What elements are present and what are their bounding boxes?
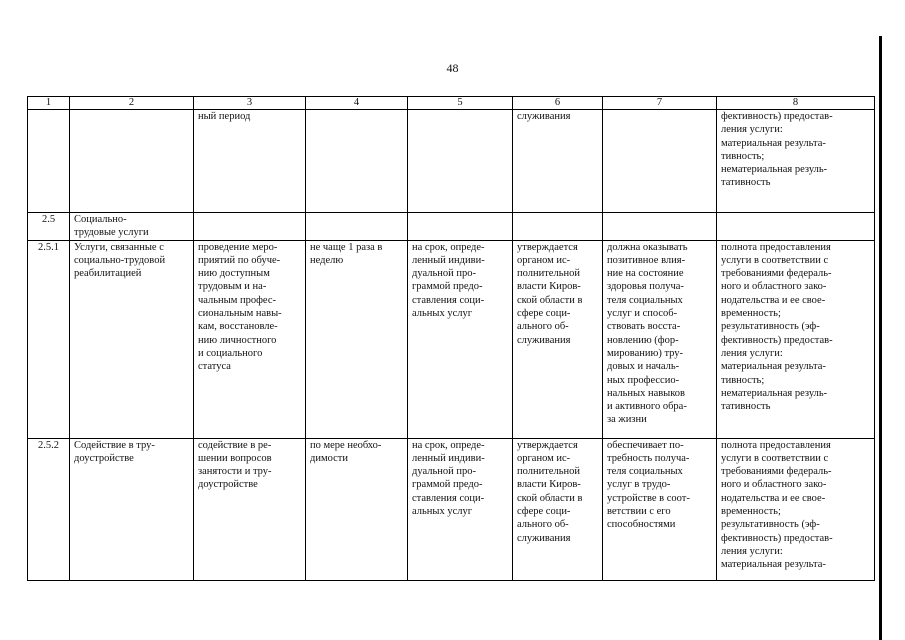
table-cell: по мере необхо- димости: [306, 438, 408, 580]
table-cell: 2.5.1: [28, 240, 70, 438]
table-row-2-5-2: [28, 438, 875, 580]
table-cell: на срок, опреде- ленный индиви- дуальной про- граммой предо- ставления соци- альных услуг: [408, 240, 513, 438]
column-header: 4: [306, 97, 408, 110]
table-cell: 2.5.2: [28, 438, 70, 580]
column-header: 7: [603, 97, 717, 110]
table-cell: на срок, опреде- ленный индиви- дуальной про- граммой предо- ставления соци- альных услуг: [408, 438, 513, 580]
table-cell: Услуги, связанные с социально-трудовой реабилитацией: [70, 240, 194, 438]
table-cell: ный период: [194, 110, 306, 213]
table-cell: полнота предоставления услуги в соответствии с требованиями федераль- ного и областного зако- нодательства и ее свое- временность; результативность (эф- фективность) предостав- ления услуги: материальная результа- тивность; нематериальная резуль- тативность: [717, 240, 875, 438]
table-cell: служивания: [513, 110, 603, 213]
table-cell: [408, 213, 513, 241]
table-cell: утверждается органом ис- полнительной власти Киров- ской области в сфере соци- ального об- служивания: [513, 438, 603, 580]
table-cell: проведение меро- приятий по обуче- нию доступным трудовым и на- чальным профес- сиональным навы- кам, восстановле- нию личностного и социального статуса: [194, 240, 306, 438]
table-cell: Социально- трудовые услуги: [70, 213, 194, 241]
table-cell: [717, 213, 875, 241]
table-cell: не чаще 1 раза в неделю: [306, 240, 408, 438]
page-edge-line: [879, 36, 882, 640]
table-cell: утверждается органом ис- полнительной власти Киров- ской области в сфере соци- ального об- служивания: [513, 240, 603, 438]
table-cell: [603, 110, 717, 213]
table-cell: [28, 110, 70, 213]
column-header: 6: [513, 97, 603, 110]
table-cell: содействие в ре- шении вопросов занятости и тру- доустройстве: [194, 438, 306, 580]
table-row-2-5-1: [28, 240, 875, 438]
table-cell: 2.5: [28, 213, 70, 241]
table-row-2-5: [28, 213, 875, 241]
column-header: 8: [717, 97, 875, 110]
table-cell: [408, 110, 513, 213]
column-header: 3: [194, 97, 306, 110]
column-header: 2: [70, 97, 194, 110]
table-row-continuation: [28, 110, 875, 213]
table-cell: обеспечивает по- требность получа- теля социальных услуг в трудо- устройстве в соот- ветствии с его способностями: [603, 438, 717, 580]
table-cell: должна оказывать позитивное влия- ние на состояние здоровья получа- теля социальных услуг и способ- ствовать восста- новлению (фор- мированию) тру- довых и началь- ных профессио- нальных навыков и активного обра- за жизни: [603, 240, 717, 438]
table-cell: [513, 213, 603, 241]
services-table: [27, 96, 875, 581]
table-cell: Содействие в тру- доустройстве: [70, 438, 194, 580]
table-cell: полнота предоставления услуги в соответствии с требованиями федераль- ного и областного зако- нодательства и ее свое- временность; результативность (эф- фективность) предостав- ления услуги: материальная результа-: [717, 438, 875, 580]
table-cell: [194, 213, 306, 241]
column-header: 1: [28, 97, 70, 110]
table-cell: [306, 110, 408, 213]
table-cell: [603, 213, 717, 241]
table-header-row: [28, 97, 875, 110]
column-header: 5: [408, 97, 513, 110]
table-cell: [70, 110, 194, 213]
table-cell: фективность) предостав- ления услуги: материальная результа- тивность; нематериальная резуль- тативность: [717, 110, 875, 213]
table-cell: [306, 213, 408, 241]
page-number: 48: [446, 61, 459, 75]
